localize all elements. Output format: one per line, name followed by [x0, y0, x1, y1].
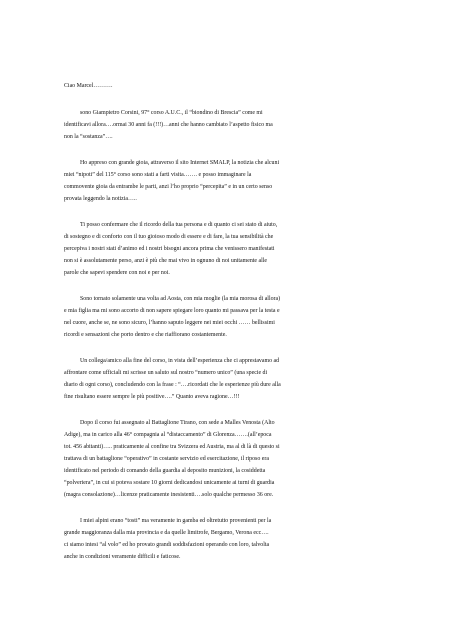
- paragraph-6-line: “polveriera”, in cui si poteva sostare 10 giorni dedicandosi unicamente ai turni di guardia: [64, 480, 275, 486]
- paragraph-7-line: ci siamo intesi “al volo” ed ho provato grandi soddisfazioni operando con loro, talvolta: [64, 542, 270, 548]
- paragraph-6-line: trattava di un battaglione “operativo” in costante servizio ed esercitazione, il riposo era: [64, 456, 269, 462]
- paragraph-4-line: ricordi e sensazioni che porto dentro e che riaffiorano costantemente.: [64, 332, 227, 338]
- paragraph-1-line: identificavi allora….ormai 30 anni fa (!!!)…anni che hanno cambiato l’aspetto fisico ma: [64, 122, 273, 128]
- paragraph-3-line: Ti posso confermare che il ricordo della tua persona e di quanto ci sei stato di aiuto,: [80, 222, 278, 228]
- paragraph-7-line: I miei alpini erano “tosti” ma veramente in gamba ed oltretutto provenienti per la: [80, 518, 272, 524]
- paragraph-6-line: tot. 456 abitanti)….. praticamente al confine tra Svizzera ed Austria, ma al di là di questo si: [64, 444, 280, 450]
- paragraph-5-line: affrontare come ufficiali mi scrisse un saluto sul nostro “numero unico” (una specie di: [64, 370, 268, 376]
- paragraph-6-line: Dopo il corso fui assegnato al Battaglione Tirano, con sede a Malles Venosta (Alto: [80, 420, 275, 426]
- paragraph-7-line: grande maggioranza dalla mia provincia e da quelle limitrofe, Bergamo, Verona ecc….: [64, 530, 269, 536]
- paragraph-3-line: di sostegno e di conforto con il tuo gioioso modo di essere e di fare, la tua sensibilità che: [64, 234, 274, 240]
- paragraph-3-line: percepiva i nostri stati d’animo ed i nostri bisogni ancora prima che venissero manifestati: [64, 246, 275, 252]
- paragraph-2-line: miei “nipoti” del 115° corso sono stati a farti visita……. e posso immaginare la: [64, 172, 252, 178]
- paragraph-3-line: parole che sapevi spendere con noi e per noi.: [64, 270, 170, 276]
- paragraph-6-line: identificato nel periodo di comando della guardia al deposito munizioni, la cosiddetta: [64, 468, 266, 474]
- paragraph-5-line: fine risultano essere sempre le più positive….” Quanto aveva ragione…!!!: [64, 394, 240, 400]
- paragraph-2-line: Ho appreso con grande gioia, attraverso il sito Internet SMALP, la notizia che alcuni: [80, 160, 280, 166]
- paragraph-2-line: provata leggendo la notizia…..: [64, 196, 137, 202]
- paragraph-6-line: (magra consolazione)…licenze praticamente inesistenti….solo qualche permesso 36 ore.: [64, 492, 274, 498]
- paragraph-7-line: anche in condizioni veramente difficili e faticose.: [64, 554, 181, 560]
- paragraph-5-line: Un collega/amico alla fine del corso, in vista dell’esperienza che ci apprestavamo ad: [80, 358, 280, 364]
- paragraph-1-line: sono Giampietro Corsini, 97° corso A.U.C., il “biondino di Brescia” come mi: [80, 110, 263, 116]
- paragraph-2-line: commovente gioia da entrambe le parti, anzi l’ho proprio “percepita” e in un certo senso: [64, 184, 273, 190]
- paragraph-5-line: diario di ogni corso), concludendo con la frase : “….ricordati che le esperienze più dure alla: [64, 382, 281, 388]
- paragraph-4-line: nel cuore, anche se, ne sono sicuro, l’hanno saputo leggere nei miei occhi …… bellissimi: [64, 320, 275, 326]
- paragraph-3-line: non si è assolutamente perso, anzi è più che mai vivo in ognuno di noi unitamente alle: [64, 258, 268, 264]
- paragraph-1-line: non la “sostanza”….: [64, 134, 113, 140]
- paragraph-4-line: e mia figlia ma mi sono accorto di non sapere spiegare loro quanto mi passava per la testa e: [64, 308, 280, 314]
- paragraph-6-line: Adige), ma in carico alla 46° compagnia al “distaccamento” di Glorenza…….(all’epoca: [64, 432, 272, 438]
- greeting: Ciao Marcel……….: [64, 83, 113, 89]
- paragraph-4-line: Sono tornato solamente una volta ad Aosta, con mia moglie (la mia morosa di allora): [80, 296, 281, 302]
